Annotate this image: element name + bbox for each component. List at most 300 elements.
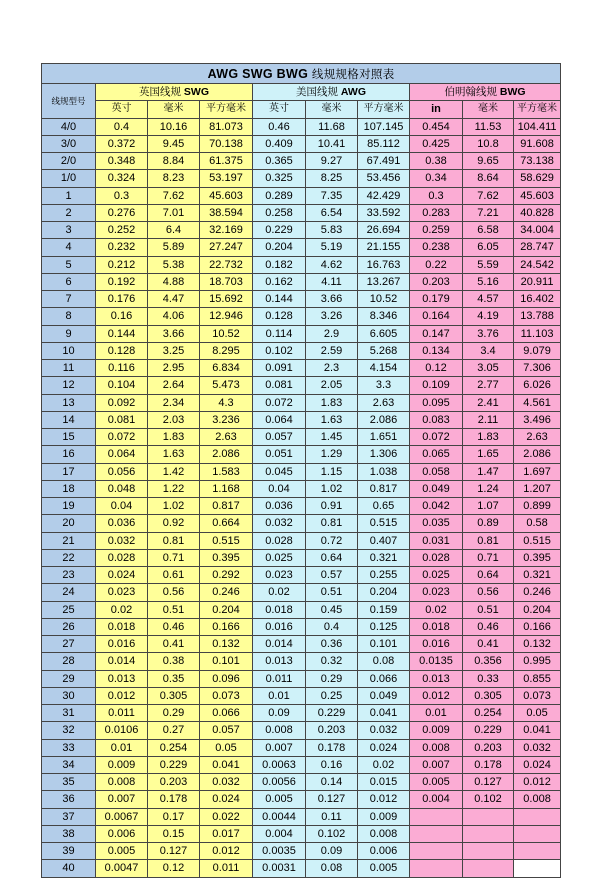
bwg-sqmm-cell: 7.306 — [514, 360, 561, 377]
swg-sqmm-cell: 6.834 — [200, 360, 253, 377]
bwg-mm-cell — [463, 860, 514, 877]
bwg-sqmm-cell: 0.995 — [514, 653, 561, 670]
bwg-mm-cell: 2.11 — [463, 411, 514, 428]
gauge-number-cell: 18 — [42, 480, 96, 497]
table-body — [42, 118, 561, 877]
awg-inch-cell: 0.02 — [253, 584, 306, 601]
bwg-sqmm-cell: 0.515 — [514, 532, 561, 549]
awg-sqmm-cell: 107.145 — [358, 118, 410, 135]
swg-mm-cell: 0.56 — [148, 584, 200, 601]
awg-sqmm-cell: 10.52 — [358, 291, 410, 308]
awg-inch-cell: 0.01 — [253, 687, 306, 704]
bwg-sqmm-cell: 104.411 — [514, 118, 561, 135]
awg-inch-cell: 0.325 — [253, 170, 306, 187]
swg-group-header — [96, 84, 253, 101]
bwg-mm-cell: 2.41 — [463, 394, 514, 411]
bwg-mm-cell: 0.127 — [463, 774, 514, 791]
swg-mm-cell: 0.92 — [148, 515, 200, 532]
bwg-inch-cell: 0.018 — [410, 618, 463, 635]
bwg-inch-cell: 0.083 — [410, 411, 463, 428]
swg-sqmm-cell: 0.017 — [200, 825, 253, 842]
bwg-inch-cell: 0.109 — [410, 377, 463, 394]
swg-sqmm-cell: 0.246 — [200, 584, 253, 601]
bwg-inch-cell: 0.013 — [410, 670, 463, 687]
swg-inch-cell: 0.012 — [96, 687, 148, 704]
awg-inch-cell: 0.0063 — [253, 756, 306, 773]
awg-inch-cell: 0.09 — [253, 705, 306, 722]
table-row — [42, 187, 561, 204]
swg-sqmm-cell: 0.101 — [200, 653, 253, 670]
swg-inch-cell: 0.116 — [96, 360, 148, 377]
awg-sqmm-cell: 0.041 — [358, 705, 410, 722]
table-row — [42, 549, 561, 566]
awg-mm-cell: 0.203 — [306, 722, 358, 739]
swg-sqmm-cell: 27.247 — [200, 239, 253, 256]
bwg-sqmm-cell: 73.138 — [514, 153, 561, 170]
awg-sqmm-cell: 0.407 — [358, 532, 410, 549]
gauge-comparison-table — [41, 63, 561, 878]
gauge-number-cell: 12 — [42, 377, 96, 394]
swg-inch-cell: 0.008 — [96, 774, 148, 791]
awg-mm-cell: 0.229 — [306, 705, 358, 722]
bwg-sqmm-cell: 2.63 — [514, 429, 561, 446]
title-row — [42, 64, 561, 84]
swg-mm-cell: 0.178 — [148, 791, 200, 808]
swg-mm-cell: 0.127 — [148, 843, 200, 860]
swg-mm-cell: 2.34 — [148, 394, 200, 411]
gauge-number-header: 线规型号 — [42, 84, 96, 119]
awg-mm-cell: 0.72 — [306, 532, 358, 549]
table-row — [42, 601, 561, 618]
awg-mm-cell: 0.16 — [306, 756, 358, 773]
awg-mm-cell: 6.54 — [306, 204, 358, 221]
swg-inch-cell: 0.01 — [96, 739, 148, 756]
awg-inch-cell: 0.0044 — [253, 808, 306, 825]
awg-sqmm-cell: 6.605 — [358, 325, 410, 342]
bwg-inch-cell: 0.02 — [410, 601, 463, 618]
awg-sqmm-cell: 0.009 — [358, 808, 410, 825]
awg-group-cn: 美国线规 — [295, 86, 338, 99]
gauge-number-cell: 25 — [42, 601, 96, 618]
table-row — [42, 515, 561, 532]
gauge-number-cell: 2/0 — [42, 153, 96, 170]
swg-sqmm-header: 平方毫米 — [200, 101, 253, 118]
swg-mm-cell: 1.22 — [148, 480, 200, 497]
awg-sqmm-cell: 53.456 — [358, 170, 410, 187]
bwg-sqmm-cell: 4.561 — [514, 394, 561, 411]
bwg-sqmm-cell: 13.788 — [514, 308, 561, 325]
table-row — [42, 532, 561, 549]
awg-mm-cell: 0.127 — [306, 791, 358, 808]
swg-sqmm-cell: 53.197 — [200, 170, 253, 187]
sub-header-row — [42, 101, 561, 118]
bwg-sqmm-cell: 6.026 — [514, 377, 561, 394]
gauge-number-cell: 39 — [42, 843, 96, 860]
swg-sqmm-cell: 4.3 — [200, 394, 253, 411]
table-row — [42, 377, 561, 394]
awg-sqmm-cell: 0.255 — [358, 567, 410, 584]
bwg-inch-cell: 0.072 — [410, 429, 463, 446]
swg-inch-cell: 0.092 — [96, 394, 148, 411]
swg-mm-cell: 0.29 — [148, 705, 200, 722]
awg-sqmm-cell: 33.592 — [358, 204, 410, 221]
swg-mm-cell: 0.41 — [148, 636, 200, 653]
gauge-number-cell: 2 — [42, 204, 96, 221]
swg-sqmm-cell: 70.138 — [200, 135, 253, 152]
awg-mm-cell: 4.11 — [306, 273, 358, 290]
table-row — [42, 360, 561, 377]
bwg-inch-cell: 0.12 — [410, 360, 463, 377]
bwg-sqmm-cell: 0.899 — [514, 498, 561, 515]
awg-inch-cell: 0.04 — [253, 480, 306, 497]
table-row — [42, 446, 561, 463]
bwg-sqmm-cell: 0.395 — [514, 549, 561, 566]
bwg-inch-cell — [410, 808, 463, 825]
awg-sqmm-cell: 1.306 — [358, 446, 410, 463]
bwg-inch-cell: 0.008 — [410, 739, 463, 756]
awg-inch-cell: 0.045 — [253, 463, 306, 480]
swg-sqmm-cell: 0.204 — [200, 601, 253, 618]
gauge-number-cell: 40 — [42, 860, 96, 877]
awg-sqmm-header: 平方毫米 — [358, 101, 410, 118]
table-row — [42, 653, 561, 670]
awg-inch-cell: 0.0031 — [253, 860, 306, 877]
swg-mm-cell: 2.64 — [148, 377, 200, 394]
swg-sqmm-cell: 0.817 — [200, 498, 253, 515]
bwg-sqmm-cell — [514, 825, 561, 842]
awg-mm-cell: 1.29 — [306, 446, 358, 463]
awg-sqmm-cell: 0.066 — [358, 670, 410, 687]
bwg-sqmm-cell: 1.207 — [514, 480, 561, 497]
awg-inch-cell: 0.091 — [253, 360, 306, 377]
table-row — [42, 429, 561, 446]
bwg-sqmm-cell: 20.911 — [514, 273, 561, 290]
bwg-sqmm-cell: 24.542 — [514, 256, 561, 273]
table-row — [42, 791, 561, 808]
awg-mm-cell: 1.63 — [306, 411, 358, 428]
awg-sqmm-cell: 0.049 — [358, 687, 410, 704]
bwg-inch-cell: 0.007 — [410, 756, 463, 773]
bwg-sqmm-cell: 1.697 — [514, 463, 561, 480]
gauge-number-cell: 33 — [42, 739, 96, 756]
swg-sqmm-cell: 0.032 — [200, 774, 253, 791]
awg-mm-cell: 0.51 — [306, 584, 358, 601]
awg-sqmm-cell: 0.024 — [358, 739, 410, 756]
bwg-inch-cell: 0.283 — [410, 204, 463, 221]
bwg-sqmm-cell: 34.004 — [514, 222, 561, 239]
gauge-number-cell: 37 — [42, 808, 96, 825]
swg-inch-cell: 0.324 — [96, 170, 148, 187]
awg-sqmm-cell: 13.267 — [358, 273, 410, 290]
bwg-mm-cell: 0.102 — [463, 791, 514, 808]
table-row — [42, 584, 561, 601]
table-row — [42, 342, 561, 359]
table-row — [42, 291, 561, 308]
swg-mm-cell: 10.16 — [148, 118, 200, 135]
swg-sqmm-cell: 22.732 — [200, 256, 253, 273]
awg-inch-cell: 0.258 — [253, 204, 306, 221]
awg-sqmm-cell: 0.321 — [358, 549, 410, 566]
swg-inch-cell: 0.006 — [96, 825, 148, 842]
bwg-inch-cell: 0.38 — [410, 153, 463, 170]
awg-inch-cell: 0.005 — [253, 791, 306, 808]
gauge-number-cell: 34 — [42, 756, 96, 773]
awg-mm-cell: 0.14 — [306, 774, 358, 791]
table-row — [42, 825, 561, 842]
swg-sqmm-cell: 61.375 — [200, 153, 253, 170]
swg-sqmm-cell: 32.169 — [200, 222, 253, 239]
bwg-inch-cell: 0.065 — [410, 446, 463, 463]
swg-mm-cell: 0.27 — [148, 722, 200, 739]
bwg-sqmm-cell: 40.828 — [514, 204, 561, 221]
awg-mm-cell: 1.02 — [306, 480, 358, 497]
awg-mm-cell: 5.19 — [306, 239, 358, 256]
awg-sqmm-cell: 3.3 — [358, 377, 410, 394]
swg-sqmm-cell: 3.236 — [200, 411, 253, 428]
gauge-number-cell: 23 — [42, 567, 96, 584]
swg-inch-cell: 0.0047 — [96, 860, 148, 877]
bwg-mm-cell: 8.64 — [463, 170, 514, 187]
bwg-sqmm-cell: 0.204 — [514, 601, 561, 618]
swg-mm-cell: 1.83 — [148, 429, 200, 446]
swg-mm-cell: 7.62 — [148, 187, 200, 204]
swg-sqmm-cell: 81.073 — [200, 118, 253, 135]
bwg-group-header — [410, 84, 561, 101]
bwg-sqmm-cell: 0.321 — [514, 567, 561, 584]
bwg-mm-cell: 0.89 — [463, 515, 514, 532]
swg-mm-cell: 0.71 — [148, 549, 200, 566]
gauge-number-cell: 19 — [42, 498, 96, 515]
swg-sqmm-cell: 2.086 — [200, 446, 253, 463]
swg-inch-cell: 0.04 — [96, 498, 148, 515]
bwg-mm-cell: 5.59 — [463, 256, 514, 273]
bwg-mm-cell: 11.53 — [463, 118, 514, 135]
bwg-inch-cell: 0.042 — [410, 498, 463, 515]
awg-inch-header: 英寸 — [253, 101, 306, 118]
bwg-sqmm-cell: 0.041 — [514, 722, 561, 739]
swg-inch-cell: 0.009 — [96, 756, 148, 773]
bwg-inch-cell: 0.179 — [410, 291, 463, 308]
gauge-number-cell: 4 — [42, 239, 96, 256]
awg-sqmm-cell: 0.08 — [358, 653, 410, 670]
awg-sqmm-cell: 42.429 — [358, 187, 410, 204]
bwg-mm-cell: 0.51 — [463, 601, 514, 618]
bwg-mm-cell: 10.8 — [463, 135, 514, 152]
swg-mm-cell: 0.305 — [148, 687, 200, 704]
bwg-inch-cell: 0.22 — [410, 256, 463, 273]
bwg-sqmm-cell: 0.032 — [514, 739, 561, 756]
swg-mm-cell: 8.23 — [148, 170, 200, 187]
bwg-inch-cell: 0.454 — [410, 118, 463, 135]
bwg-inch-cell: 0.023 — [410, 584, 463, 601]
awg-inch-cell: 0.128 — [253, 308, 306, 325]
bwg-inch-cell — [410, 825, 463, 842]
table-row — [42, 308, 561, 325]
swg-inch-cell: 0.3 — [96, 187, 148, 204]
awg-sqmm-cell: 8.346 — [358, 308, 410, 325]
bwg-mm-cell: 1.65 — [463, 446, 514, 463]
swg-mm-cell: 0.254 — [148, 739, 200, 756]
awg-sqmm-cell: 85.112 — [358, 135, 410, 152]
table-row — [42, 135, 561, 152]
gauge-number-cell: 4/0 — [42, 118, 96, 135]
swg-mm-cell: 0.229 — [148, 756, 200, 773]
bwg-mm-cell: 1.47 — [463, 463, 514, 480]
swg-inch-cell: 0.176 — [96, 291, 148, 308]
table-row — [42, 480, 561, 497]
awg-mm-cell: 0.57 — [306, 567, 358, 584]
gauge-number-cell: 38 — [42, 825, 96, 842]
table-row — [42, 756, 561, 773]
swg-mm-cell: 1.63 — [148, 446, 200, 463]
bwg-mm-cell: 0.254 — [463, 705, 514, 722]
gauge-number-cell: 32 — [42, 722, 96, 739]
bwg-inch-cell: 0.095 — [410, 394, 463, 411]
table-row — [42, 325, 561, 342]
swg-inch-cell: 0.011 — [96, 705, 148, 722]
bwg-sqmm-cell: 0.012 — [514, 774, 561, 791]
swg-inch-cell: 0.104 — [96, 377, 148, 394]
table-row — [42, 722, 561, 739]
awg-sqmm-cell: 0.006 — [358, 843, 410, 860]
bwg-inch-cell: 0.009 — [410, 722, 463, 739]
bwg-inch-cell: 0.058 — [410, 463, 463, 480]
bwg-inch-cell: 0.01 — [410, 705, 463, 722]
awg-mm-cell: 7.35 — [306, 187, 358, 204]
swg-sqmm-cell: 0.132 — [200, 636, 253, 653]
awg-mm-cell: 4.62 — [306, 256, 358, 273]
awg-mm-cell: 9.27 — [306, 153, 358, 170]
gauge-number-cell: 20 — [42, 515, 96, 532]
bwg-mm-cell — [463, 843, 514, 860]
swg-inch-cell: 0.081 — [96, 411, 148, 428]
awg-sqmm-cell: 0.817 — [358, 480, 410, 497]
bwg-inch-cell: 0.016 — [410, 636, 463, 653]
table-row — [42, 222, 561, 239]
bwg-inch-cell: 0.035 — [410, 515, 463, 532]
swg-inch-cell: 0.036 — [96, 515, 148, 532]
bwg-mm-cell: 1.83 — [463, 429, 514, 446]
table-row — [42, 394, 561, 411]
awg-mm-cell: 5.83 — [306, 222, 358, 239]
swg-mm-cell: 0.203 — [148, 774, 200, 791]
bwg-inch-cell: 0.0135 — [410, 653, 463, 670]
bwg-mm-cell: 0.178 — [463, 756, 514, 773]
awg-inch-cell: 0.229 — [253, 222, 306, 239]
awg-inch-cell: 0.182 — [253, 256, 306, 273]
swg-sqmm-cell: 38.594 — [200, 204, 253, 221]
awg-sqmm-cell: 0.65 — [358, 498, 410, 515]
gauge-number-cell: 7 — [42, 291, 96, 308]
awg-inch-cell: 0.289 — [253, 187, 306, 204]
gauge-number-cell: 21 — [42, 532, 96, 549]
awg-inch-cell: 0.004 — [253, 825, 306, 842]
swg-group-code: SWG — [183, 86, 209, 99]
awg-inch-cell: 0.011 — [253, 670, 306, 687]
swg-sqmm-cell: 10.52 — [200, 325, 253, 342]
awg-mm-cell: 3.66 — [306, 291, 358, 308]
awg-sqmm-cell: 0.02 — [358, 756, 410, 773]
bwg-mm-cell: 6.58 — [463, 222, 514, 239]
table-row — [42, 636, 561, 653]
awg-mm-cell: 0.11 — [306, 808, 358, 825]
swg-inch-cell: 0.023 — [96, 584, 148, 601]
table-row — [42, 170, 561, 187]
gauge-number-cell: 3 — [42, 222, 96, 239]
awg-inch-cell: 0.014 — [253, 636, 306, 653]
bwg-sqmm-cell — [514, 860, 561, 877]
table-title — [42, 64, 561, 84]
awg-sqmm-cell: 0.032 — [358, 722, 410, 739]
bwg-mm-cell: 3.76 — [463, 325, 514, 342]
bwg-mm-cell: 1.24 — [463, 480, 514, 497]
table-row — [42, 204, 561, 221]
bwg-sqmm-cell: 0.58 — [514, 515, 561, 532]
swg-mm-cell: 4.88 — [148, 273, 200, 290]
awg-sqmm-cell: 4.154 — [358, 360, 410, 377]
table-row — [42, 273, 561, 290]
bwg-mm-cell — [463, 825, 514, 842]
awg-inch-cell: 0.144 — [253, 291, 306, 308]
bwg-mm-cell: 2.77 — [463, 377, 514, 394]
bwg-mm-cell: 0.203 — [463, 739, 514, 756]
bwg-sqmm-cell — [514, 808, 561, 825]
awg-inch-cell: 0.008 — [253, 722, 306, 739]
bwg-sqmm-cell: 0.008 — [514, 791, 561, 808]
bwg-sqmm-cell: 0.166 — [514, 618, 561, 635]
swg-inch-cell: 0.02 — [96, 601, 148, 618]
bwg-mm-cell: 4.19 — [463, 308, 514, 325]
swg-mm-cell: 0.51 — [148, 601, 200, 618]
bwg-inch-cell: 0.3 — [410, 187, 463, 204]
gauge-number-cell: 26 — [42, 618, 96, 635]
swg-inch-cell: 0.064 — [96, 446, 148, 463]
swg-sqmm-cell: 12.946 — [200, 308, 253, 325]
bwg-inch-cell: 0.028 — [410, 549, 463, 566]
swg-inch-header: 英寸 — [96, 101, 148, 118]
swg-sqmm-cell: 5.473 — [200, 377, 253, 394]
swg-inch-cell: 0.192 — [96, 273, 148, 290]
gauge-number-cell: 1 — [42, 187, 96, 204]
awg-inch-cell: 0.0056 — [253, 774, 306, 791]
awg-mm-cell: 0.64 — [306, 549, 358, 566]
gauge-number-cell: 22 — [42, 549, 96, 566]
awg-inch-cell: 0.028 — [253, 532, 306, 549]
swg-inch-cell: 0.232 — [96, 239, 148, 256]
awg-inch-cell: 0.46 — [253, 118, 306, 135]
awg-mm-header: 毫米 — [306, 101, 358, 118]
awg-inch-cell: 0.162 — [253, 273, 306, 290]
gauge-number-cell: 17 — [42, 463, 96, 480]
bwg-mm-cell: 7.21 — [463, 204, 514, 221]
swg-inch-cell: 0.144 — [96, 325, 148, 342]
bwg-inch-cell: 0.203 — [410, 273, 463, 290]
bwg-sqmm-cell: 58.629 — [514, 170, 561, 187]
bwg-inch-cell: 0.025 — [410, 567, 463, 584]
gauge-number-cell: 35 — [42, 774, 96, 791]
awg-sqmm-cell: 2.63 — [358, 394, 410, 411]
bwg-mm-cell: 3.05 — [463, 360, 514, 377]
gauge-number-cell: 13 — [42, 394, 96, 411]
swg-inch-cell: 0.024 — [96, 567, 148, 584]
gauge-number-cell: 9 — [42, 325, 96, 342]
awg-inch-cell: 0.365 — [253, 153, 306, 170]
awg-inch-cell: 0.036 — [253, 498, 306, 515]
swg-sqmm-cell: 0.057 — [200, 722, 253, 739]
awg-sqmm-cell: 26.694 — [358, 222, 410, 239]
awg-sqmm-cell: 5.268 — [358, 342, 410, 359]
swg-mm-cell: 6.4 — [148, 222, 200, 239]
